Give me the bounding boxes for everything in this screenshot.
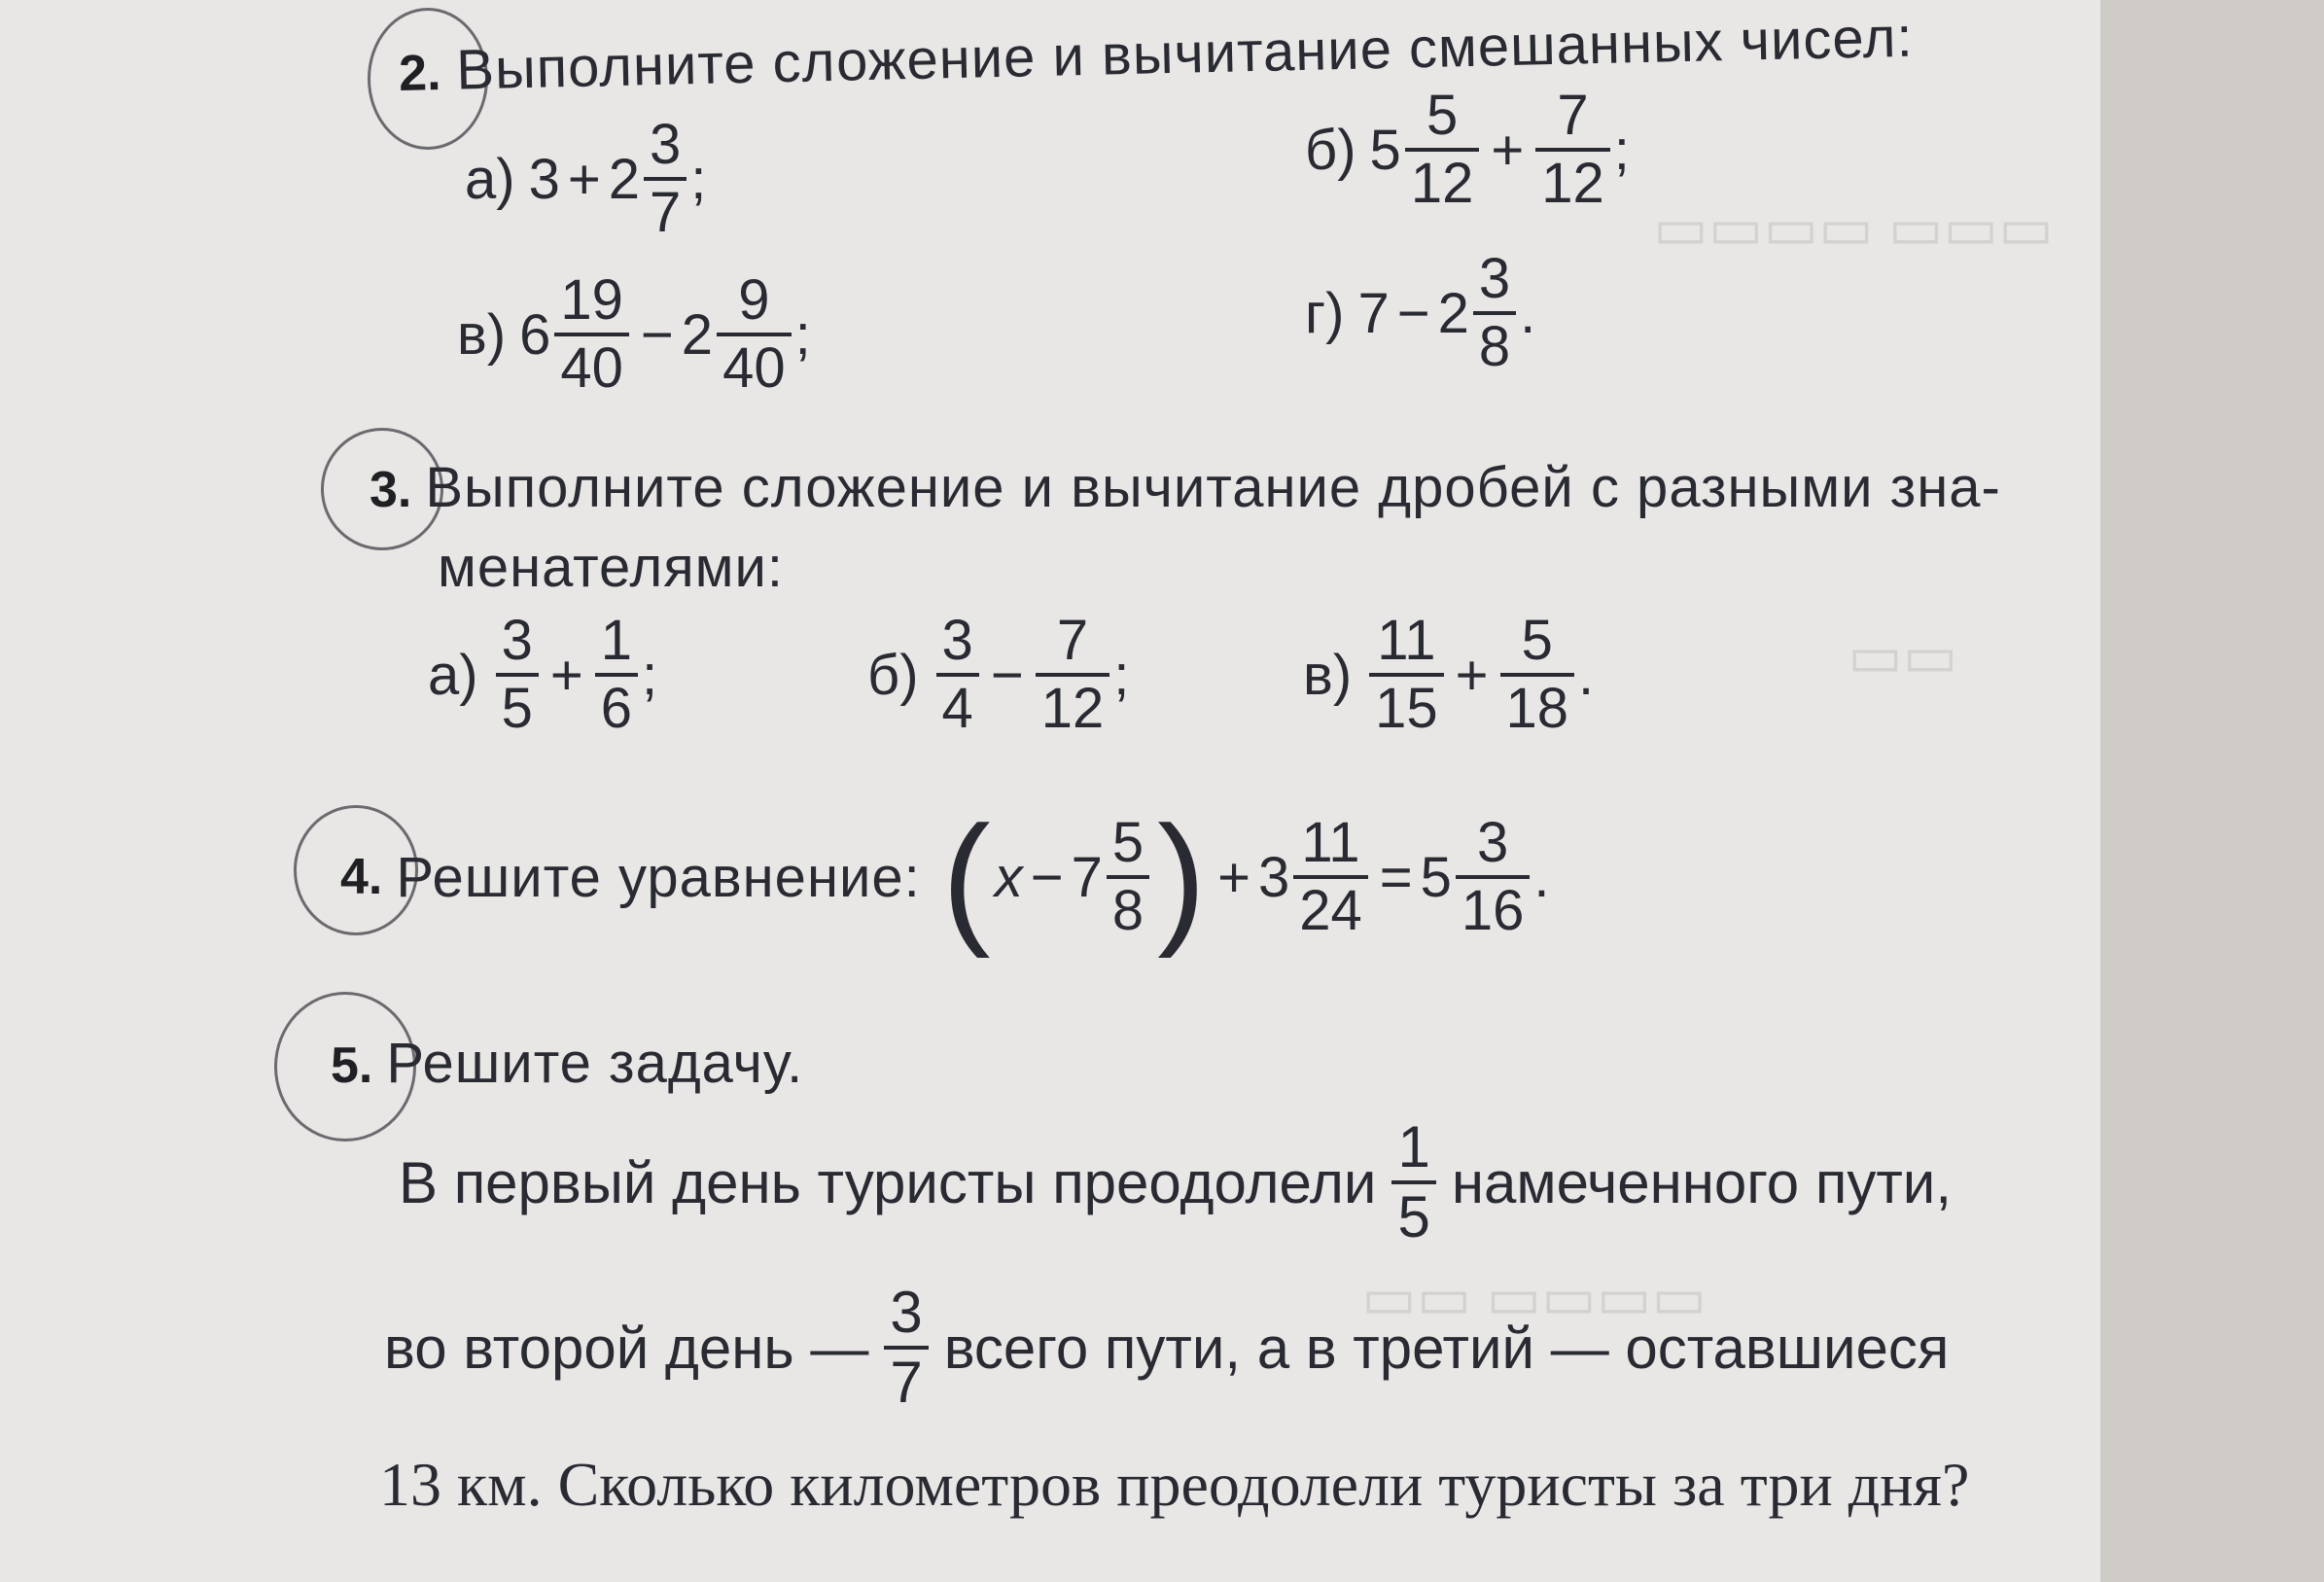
operator: − [1396, 281, 1430, 345]
punctuation: . [1533, 845, 1550, 909]
denominator: 7 [884, 1346, 928, 1412]
whole: 2 [1437, 281, 1469, 345]
denominator: 7 [644, 177, 687, 241]
denominator: 4 [936, 673, 979, 737]
item-label: б) [867, 643, 919, 707]
equals-sign: = [1379, 845, 1413, 909]
numerator: 3 [941, 609, 973, 672]
denominator: 5 [496, 673, 539, 737]
numerator: 5 [1111, 811, 1144, 874]
whole: 6 [519, 302, 551, 367]
fraction [717, 268, 792, 400]
denominator: 8 [1473, 311, 1516, 375]
numerator: 3 [649, 113, 682, 176]
fraction [1036, 609, 1110, 740]
bleed-through-text: ▭▭▭▭ ▭▭ [1361, 1266, 1708, 1330]
denominator: 5 [1391, 1180, 1435, 1247]
task-title: Решите задачу. [386, 1032, 804, 1095]
numerator: 11 [1377, 609, 1436, 672]
fraction [554, 268, 629, 400]
punctuation: . [1520, 281, 1536, 345]
task-2-item-b [1305, 84, 1630, 215]
punctuation: ; [1113, 643, 1130, 707]
task-3-item-b [867, 609, 1130, 740]
fraction [1500, 609, 1575, 740]
problem-text: во второй день — [384, 1315, 869, 1381]
item-label: г) [1305, 281, 1345, 345]
numerator: 9 [738, 268, 770, 332]
numerator: 11 [1301, 811, 1360, 874]
task-title: Решите уравнение: [396, 845, 921, 909]
whole: 5 [1369, 118, 1401, 182]
whole: 2 [608, 147, 640, 211]
item-label: б) [1305, 118, 1356, 182]
fraction [1107, 811, 1149, 942]
operator: + [1491, 118, 1525, 182]
item-label: в) [1303, 643, 1353, 707]
whole: 5 [1420, 845, 1452, 909]
punctuation: ; [1613, 118, 1630, 182]
task-number: 5. [331, 1037, 373, 1094]
denominator: 12 [1535, 148, 1610, 212]
fraction [1293, 811, 1368, 942]
task-2-item-g [1305, 247, 1536, 378]
task-5-heading [331, 1031, 803, 1096]
problem-line-1 [399, 1114, 1952, 1249]
whole: 3 [1257, 845, 1290, 909]
numerator: 5 [1426, 84, 1459, 147]
task-title-line1: Выполните сложение и вычитание дробей с разными зна- [425, 456, 2001, 519]
punctuation: . [1578, 643, 1595, 707]
operator: − [1030, 845, 1064, 909]
item-label: в) [457, 302, 507, 367]
fraction [1405, 84, 1480, 215]
punctuation: ; [641, 643, 658, 707]
fraction [1369, 609, 1444, 740]
page-edge [2100, 0, 2324, 1582]
whole: 7 [1357, 281, 1390, 345]
punctuation: ; [690, 147, 707, 211]
denominator: 40 [717, 333, 792, 397]
problem-text: всего пути, а в третий — оставшиеся [943, 1315, 1950, 1381]
operator: + [549, 643, 583, 707]
task-number: 4. [340, 849, 383, 905]
problem-line-2 [384, 1280, 1950, 1415]
numerator: 3 [1476, 811, 1509, 874]
denominator: 6 [595, 673, 638, 737]
whole: 2 [681, 302, 714, 367]
left-paren: ( [941, 795, 991, 959]
operator: + [1455, 643, 1489, 707]
numerator: 3 [1478, 247, 1511, 310]
numerator: 7 [1557, 84, 1589, 147]
denominator: 40 [554, 333, 629, 397]
right-paren: ) [1157, 795, 1207, 959]
numerator: 3 [501, 609, 533, 672]
fraction [884, 1280, 928, 1415]
fraction [936, 609, 979, 740]
denominator: 18 [1500, 673, 1575, 737]
bleed-through-text: ▭▭▭ ▭▭▭▭ [1653, 196, 2054, 261]
task-2-item-a [465, 113, 707, 244]
fraction [595, 609, 638, 740]
bleed-through-text: ▭▭ [1848, 624, 1958, 688]
task-3-item-a [428, 609, 658, 740]
fraction [1473, 247, 1516, 378]
fraction [1535, 84, 1610, 215]
problem-text: намеченного пути, [1451, 1149, 1952, 1215]
task-3-heading [370, 455, 2001, 520]
denominator: 12 [1405, 148, 1480, 212]
variable: x [994, 845, 1023, 909]
operator: + [567, 147, 601, 211]
numerator: 7 [1056, 609, 1089, 672]
denominator: 24 [1293, 875, 1368, 939]
operator: − [640, 302, 674, 367]
task-4-equation [340, 795, 1550, 959]
task-3-item-v [1303, 609, 1595, 740]
denominator: 8 [1107, 875, 1149, 939]
denominator: 16 [1456, 875, 1531, 939]
numerator: 1 [600, 609, 632, 672]
fraction [1456, 811, 1531, 942]
whole: 3 [528, 147, 560, 211]
item-label: а) [465, 147, 515, 211]
numerator: 1 [1397, 1114, 1430, 1179]
operator: + [1217, 845, 1250, 909]
denominator: 15 [1369, 673, 1444, 737]
item-label: а) [428, 643, 478, 707]
problem-text: В первый день туристы преодолели [399, 1149, 1377, 1215]
numerator: 3 [890, 1280, 923, 1345]
fraction [644, 113, 687, 244]
numerator: 5 [1521, 609, 1553, 672]
task-3-heading-line2: менателями: [438, 536, 785, 599]
whole: 7 [1071, 845, 1103, 909]
task-number: 2. [398, 45, 442, 102]
task-title: Выполните сложение и вычитание смешанных чисел: [455, 5, 1915, 102]
task-2-item-v [457, 268, 811, 400]
numerator: 19 [560, 268, 623, 332]
operator: − [990, 643, 1024, 707]
fraction [496, 609, 539, 740]
punctuation: ; [794, 302, 811, 367]
denominator: 12 [1036, 673, 1110, 737]
task-number: 3. [370, 462, 412, 518]
fraction [1391, 1114, 1435, 1249]
problem-line-3: 13 км. Сколько километров преодолели туристы за три дня? [379, 1450, 1970, 1519]
